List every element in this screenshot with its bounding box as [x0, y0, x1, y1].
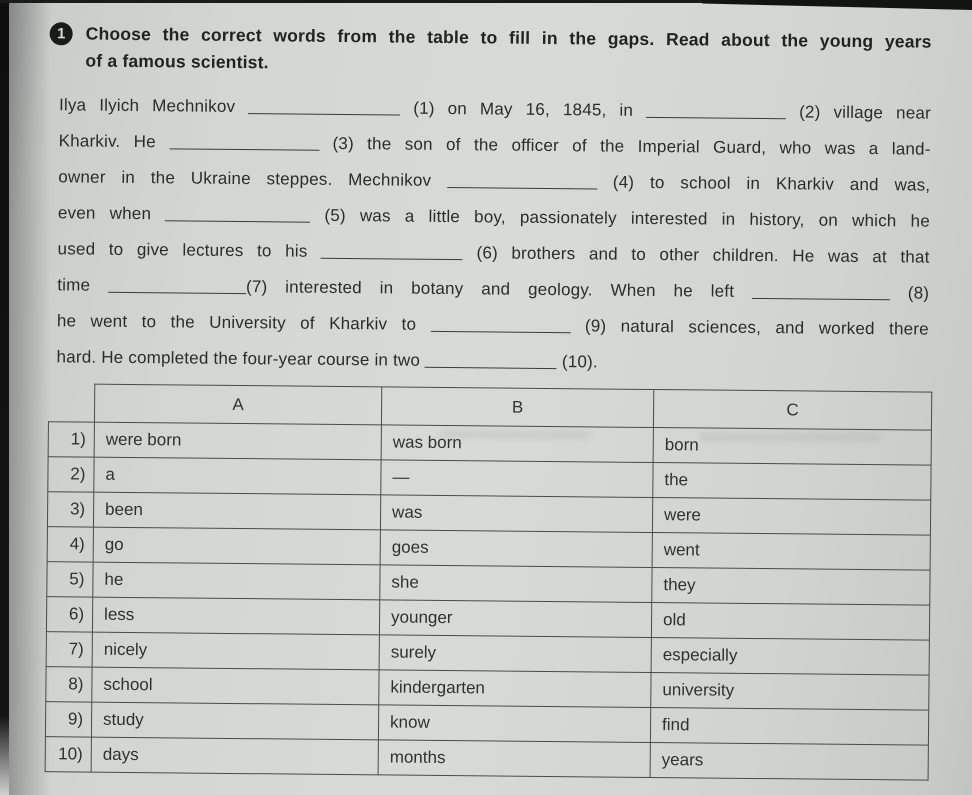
- passage-text: Ilya Ilyich Mechnikov: [58, 95, 249, 117]
- gap-blank: [646, 117, 786, 119]
- spine-shadow-gradient: [9, 0, 51, 795]
- cell-number: 7): [46, 632, 92, 667]
- column-header-a: A: [94, 384, 381, 425]
- cell-b: younger: [379, 600, 651, 638]
- cell-b: surely: [379, 635, 651, 673]
- cell-a: less: [92, 597, 379, 635]
- book-spine-shadow: [0, 0, 9, 795]
- cell-b: goes: [380, 530, 652, 568]
- cell-a: nicely: [92, 632, 379, 670]
- cell-number: 1): [48, 422, 94, 457]
- cell-a: been: [93, 492, 380, 530]
- cell-a: he: [93, 562, 380, 600]
- print-bleed-smudge: [700, 432, 880, 442]
- gap-blank: [447, 187, 597, 189]
- cell-a: school: [92, 667, 379, 705]
- passage-text: (2) village near: [786, 102, 932, 123]
- cell-c: years: [650, 742, 928, 780]
- cell-c: university: [651, 672, 929, 710]
- cell-c: born: [653, 428, 931, 466]
- passage-text: Kharkiv. He: [58, 131, 170, 152]
- gap-blank: [752, 298, 890, 300]
- passage: [56, 87, 931, 383]
- cell-c: went: [652, 532, 930, 570]
- gap-blank: [425, 367, 557, 369]
- cell-a: go: [93, 527, 380, 565]
- cell-b: was born: [381, 425, 653, 463]
- cell-c: the: [653, 463, 931, 501]
- cell-b: was: [380, 495, 652, 533]
- passage-text: (10).: [556, 352, 599, 372]
- cell-number: 2): [48, 457, 94, 492]
- cell-c: they: [652, 567, 930, 605]
- passage-text: (6) brothers and to other children. He was at that: [462, 243, 930, 267]
- cell-c: were: [652, 498, 930, 536]
- cell-b: she: [380, 565, 652, 603]
- passage-text: (8): [889, 283, 930, 303]
- column-header-b: B: [381, 387, 653, 428]
- passage-text: even when: [57, 203, 166, 224]
- instruction-line-2: of a famous scientist.: [85, 50, 269, 73]
- passage-text: (9) natural sciences, and worked there: [570, 316, 929, 339]
- passage-text: hard. He completed the four-year course in two: [56, 347, 426, 370]
- passage-text: (3) the son of the officer of the Imperial Guard, who was a land-: [319, 133, 931, 159]
- gap-blank: [321, 258, 463, 260]
- cell-a: were born: [94, 422, 381, 460]
- passage-text: (4) to school in Kharkiv and was,: [596, 172, 931, 195]
- cell-c: old: [651, 602, 929, 640]
- circled-one-icon: 1: [50, 22, 73, 45]
- passage-text: time: [57, 275, 109, 295]
- cell-b: months: [378, 740, 650, 778]
- passage-text: owner in the Ukraine steppes. Mechnikov: [58, 167, 448, 191]
- gap-blank: [169, 148, 319, 150]
- cell-number: 8): [46, 667, 92, 702]
- cell-b: kindergarten: [379, 670, 651, 708]
- cell-c: find: [650, 707, 928, 745]
- cell-number: 6): [46, 597, 92, 632]
- exercise-header: [49, 20, 931, 82]
- gap-blank: [430, 331, 570, 333]
- cell-a: days: [91, 737, 378, 775]
- cell-b: —: [381, 460, 653, 498]
- words-table: [45, 383, 933, 780]
- gap-blank: [165, 220, 310, 222]
- cell-a: a: [94, 457, 381, 495]
- column-header-c: C: [653, 390, 931, 431]
- print-bleed-smudge: [440, 430, 590, 439]
- cell-number: 4): [47, 527, 93, 562]
- passage-text: he went to the University of Kharkiv to: [56, 311, 431, 334]
- instruction-text: [85, 21, 931, 83]
- table-row: [45, 737, 928, 780]
- cell-number: 5): [47, 562, 93, 597]
- passage-text: (1) on May 16, 1845, in: [400, 98, 647, 120]
- cell-b: know: [378, 705, 650, 743]
- passage-text: used to give lectures to his: [57, 239, 322, 261]
- header-spacer-cell: [48, 384, 94, 422]
- cell-number: 10): [45, 737, 91, 772]
- instruction-line-1: Choose the correct words from the table to fill in the gaps. Read about the young years: [85, 23, 932, 52]
- cell-c: especially: [651, 637, 929, 675]
- cell-number: 9): [45, 702, 91, 737]
- cell-a: study: [91, 702, 378, 740]
- gap-blank: [108, 292, 246, 294]
- passage-text: (5) was a little boy, passionately interested in history, on which he: [310, 205, 931, 231]
- passage-text: (7) interested in botany and geology. When he left: [245, 277, 753, 301]
- gap-blank: [248, 113, 400, 115]
- cell-number: 3): [47, 492, 93, 527]
